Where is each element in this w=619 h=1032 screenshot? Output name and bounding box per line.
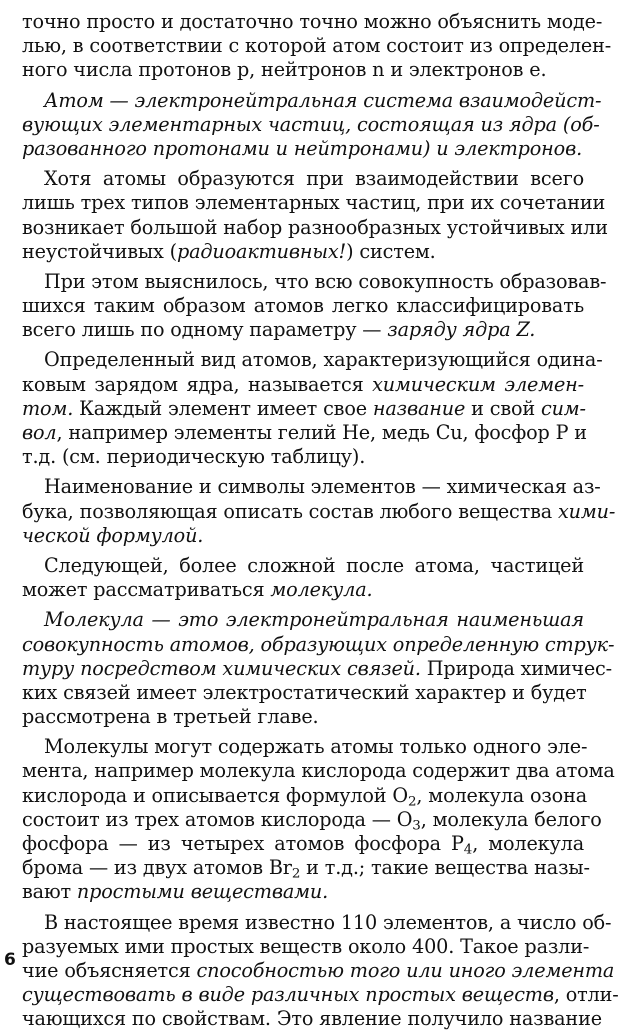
text-line: чающихся по свойствам. Это явление получило название xyxy=(22,1007,602,1031)
text-line: Атом — электронейтральная система взаимодейст- xyxy=(44,88,602,112)
paragraph-3 xyxy=(22,167,608,264)
text-line: мента, например молекула кислорода содержит два атома xyxy=(22,759,615,783)
emphasis: молекула. xyxy=(270,578,373,602)
text-line: Хотя атомы образуются при взаимодействии всего xyxy=(44,167,584,191)
paragraph-1 xyxy=(22,10,612,83)
text-line: чие объясняется способностью того или иного элемента xyxy=(22,958,615,982)
subscript: 3 xyxy=(412,818,421,834)
emphasis: ческой формулой. xyxy=(22,523,204,547)
text-line: ковым зарядом ядра, называется химическим элемен- xyxy=(22,372,584,396)
emphasis: химическим элемен- xyxy=(372,372,584,396)
text-line: туру посредством химических связей. Природа химичес- xyxy=(22,656,612,680)
text-line: состоит из трех атомов кислорода — $O_3$, молекула белого xyxy=(22,807,602,834)
text-line: шихся таким образом атомов легко классифицировать xyxy=(22,294,584,318)
text-line: может рассматриваться молекула. xyxy=(22,578,373,602)
text-line: ких связей имеет электростатический характер и будет xyxy=(22,680,587,704)
text-line: возникает большой набор разнообразных устойчивых или xyxy=(22,215,608,239)
text-line: вол, например элементы гелий He, медь Cu, фосфор P и xyxy=(22,421,587,444)
text-line: неустойчивых (радиоактивных!) систем. xyxy=(22,239,436,263)
text-line: фосфора — из четырех атомов фосфора $P_4$, молекула xyxy=(22,832,584,858)
text-line: Молекула — это электронейтральная наименьшая xyxy=(44,608,584,632)
text-line: Молекулы могут содержать атомы только одного эле- xyxy=(44,735,588,759)
text-line: Следующей, более сложной после атома, частицей xyxy=(44,553,584,577)
text-line: совокупность атомов, образующих определенную струк- xyxy=(22,632,615,656)
paragraph-10 xyxy=(22,910,619,1032)
text-page xyxy=(22,10,619,1032)
text-line: том. Каждый элемент имеет свое название и свой сим- xyxy=(22,396,586,420)
emphasis: существовать в виде различных простых веществ xyxy=(22,983,554,1007)
page-number: 6 xyxy=(4,950,16,970)
text-line: бука, позволяющая описать состав любого вещества хими- xyxy=(22,499,616,523)
text-line: вают простыми веществами. xyxy=(22,880,329,904)
emphasis: хими- xyxy=(558,499,616,523)
definition-atom xyxy=(22,88,602,162)
text-line: т.д. (см. периодическую таблицу). xyxy=(22,445,366,469)
text-line: лью, в соответствии с которой атом состоит из определен- xyxy=(22,34,612,58)
text-line: Наименование и символы элементов — химическая аз- xyxy=(44,475,601,499)
emphasis: сим- xyxy=(540,396,586,420)
paragraph-7 xyxy=(22,554,584,602)
emphasis: способностью того или иного элемента xyxy=(196,958,615,982)
text-line xyxy=(22,524,584,548)
text-line: разуемых ими простых веществ около 400. Такое разли- xyxy=(22,934,590,958)
text-line: разованного протонами и нейтронами) и электронов. xyxy=(22,136,583,160)
text-line: существовать в виде различных простых веществ, отли- xyxy=(22,983,619,1007)
definition-molecule xyxy=(22,608,615,729)
text-line: Определенный вид атомов, характеризующийся одина- xyxy=(44,348,603,372)
text-line: точно просто и достаточно точно можно объяснить моде- xyxy=(22,10,603,33)
paragraph-6 xyxy=(22,475,616,548)
subscript: 2 xyxy=(291,866,301,882)
paragraph-4 xyxy=(22,269,607,343)
emphasis: том. xyxy=(22,396,74,420)
text-line: вующих элементарных частиц, состоящая из ядра (об- xyxy=(22,112,600,136)
emphasis: туру посредством химических связей. xyxy=(22,656,421,680)
subscript: 2 xyxy=(407,793,417,809)
emphasis: простыми веществами. xyxy=(76,880,329,904)
text-line: При этом выяснилось, что всю совокупность образовав- xyxy=(44,269,607,293)
text-line: ного числа протонов p, нейтронов n и электронов e. xyxy=(22,58,547,82)
text-line: всего лишь по одному параметру — заряду ядра Z. xyxy=(22,318,536,342)
emphasis: название xyxy=(372,396,466,420)
emphasis: вол xyxy=(22,421,57,444)
text-line: рассмотрена в третьей главе. xyxy=(22,705,319,729)
emphasis: заряду ядра Z. xyxy=(387,318,536,342)
text-line: лишь трех типов элементарных частиц, при их сочетании xyxy=(22,191,606,215)
text-line: кислорода и описывается формулой $O_2$, молекула озона xyxy=(22,783,588,809)
text-line: В настоящее время известно 110 элементов, а число об- xyxy=(44,910,612,934)
text-line: брома — из двух атомов $Br_2$ и т.д.; такие вещества назы- xyxy=(22,856,590,882)
paragraph-5 xyxy=(22,348,603,469)
paragraph-9 xyxy=(22,735,615,904)
subscript: 4 xyxy=(463,842,473,858)
emphasis: радиоактивных! xyxy=(177,239,347,263)
